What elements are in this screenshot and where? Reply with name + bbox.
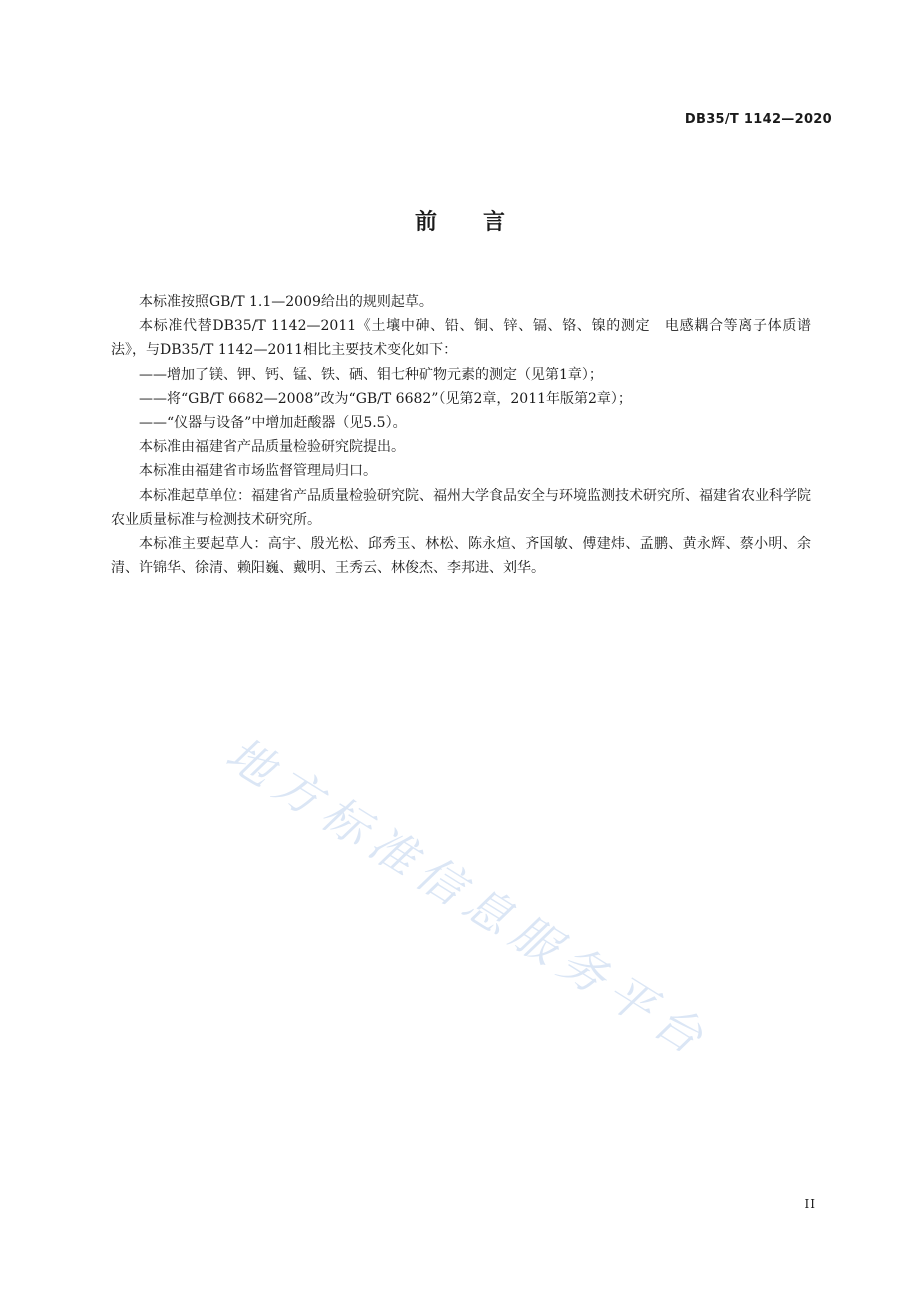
paragraph-change-2: ——将“GB/T 6682—2008”改为“GB/T 6682”（见第2章，2011年版第2章）； [139, 390, 632, 407]
paragraph-change-3: ——“仪器与设备”中增加赶酸器（见5.5）。 [139, 415, 407, 432]
page-number: II [804, 1197, 816, 1211]
standard-code: DB35/T 1142—2020 [684, 112, 832, 127]
page-title [0, 205, 920, 236]
paragraph-proposer: 本标准由福建省产品质量检验研究院提出。 [139, 439, 405, 456]
paragraph-drafting-units: 本标准起草单位：福建省产品质量检验研究院、福州大学食品安全与环境监测技术研究所、福建省农业科学院农业质量标准与检测技术研究所。 [111, 487, 811, 528]
paragraph-replacement: 本标准代替DB35/T 1142—2011《土壤中砷、铅、铜、锌、镉、铬、镍的测定 电感耦合等离子体质谱法》，与DB35/T 1142—2011相比主要技术变化如下： [111, 318, 811, 359]
page-title-part-1: 前 [414, 210, 437, 235]
page-title-part-2: 言 [483, 210, 506, 235]
watermark: 地方标准信息服务平台 [216, 726, 721, 1069]
paragraph-administrator: 本标准由福建省市场监督管理局归口。 [139, 463, 377, 480]
foreword-body [111, 290, 811, 580]
paragraph-change-1: ——增加了镁、钾、钙、锰、铁、硒、钼七种矿物元素的测定（见第1章）； [139, 366, 603, 383]
paragraph-drafting-rule: 本标准按照GB/T 1.1—2009给出的规则起草。 [139, 294, 433, 310]
paragraph-drafters: 本标准主要起草人：高宇、殷光松、邱秀玉、林松、陈永煊、齐国敏、傅建炜、孟鹏、黄永辉、蔡小明、余清、许锦华、徐清、赖阳巍、戴明、王秀云、林俊杰、李邦进、刘华。 [111, 536, 811, 577]
